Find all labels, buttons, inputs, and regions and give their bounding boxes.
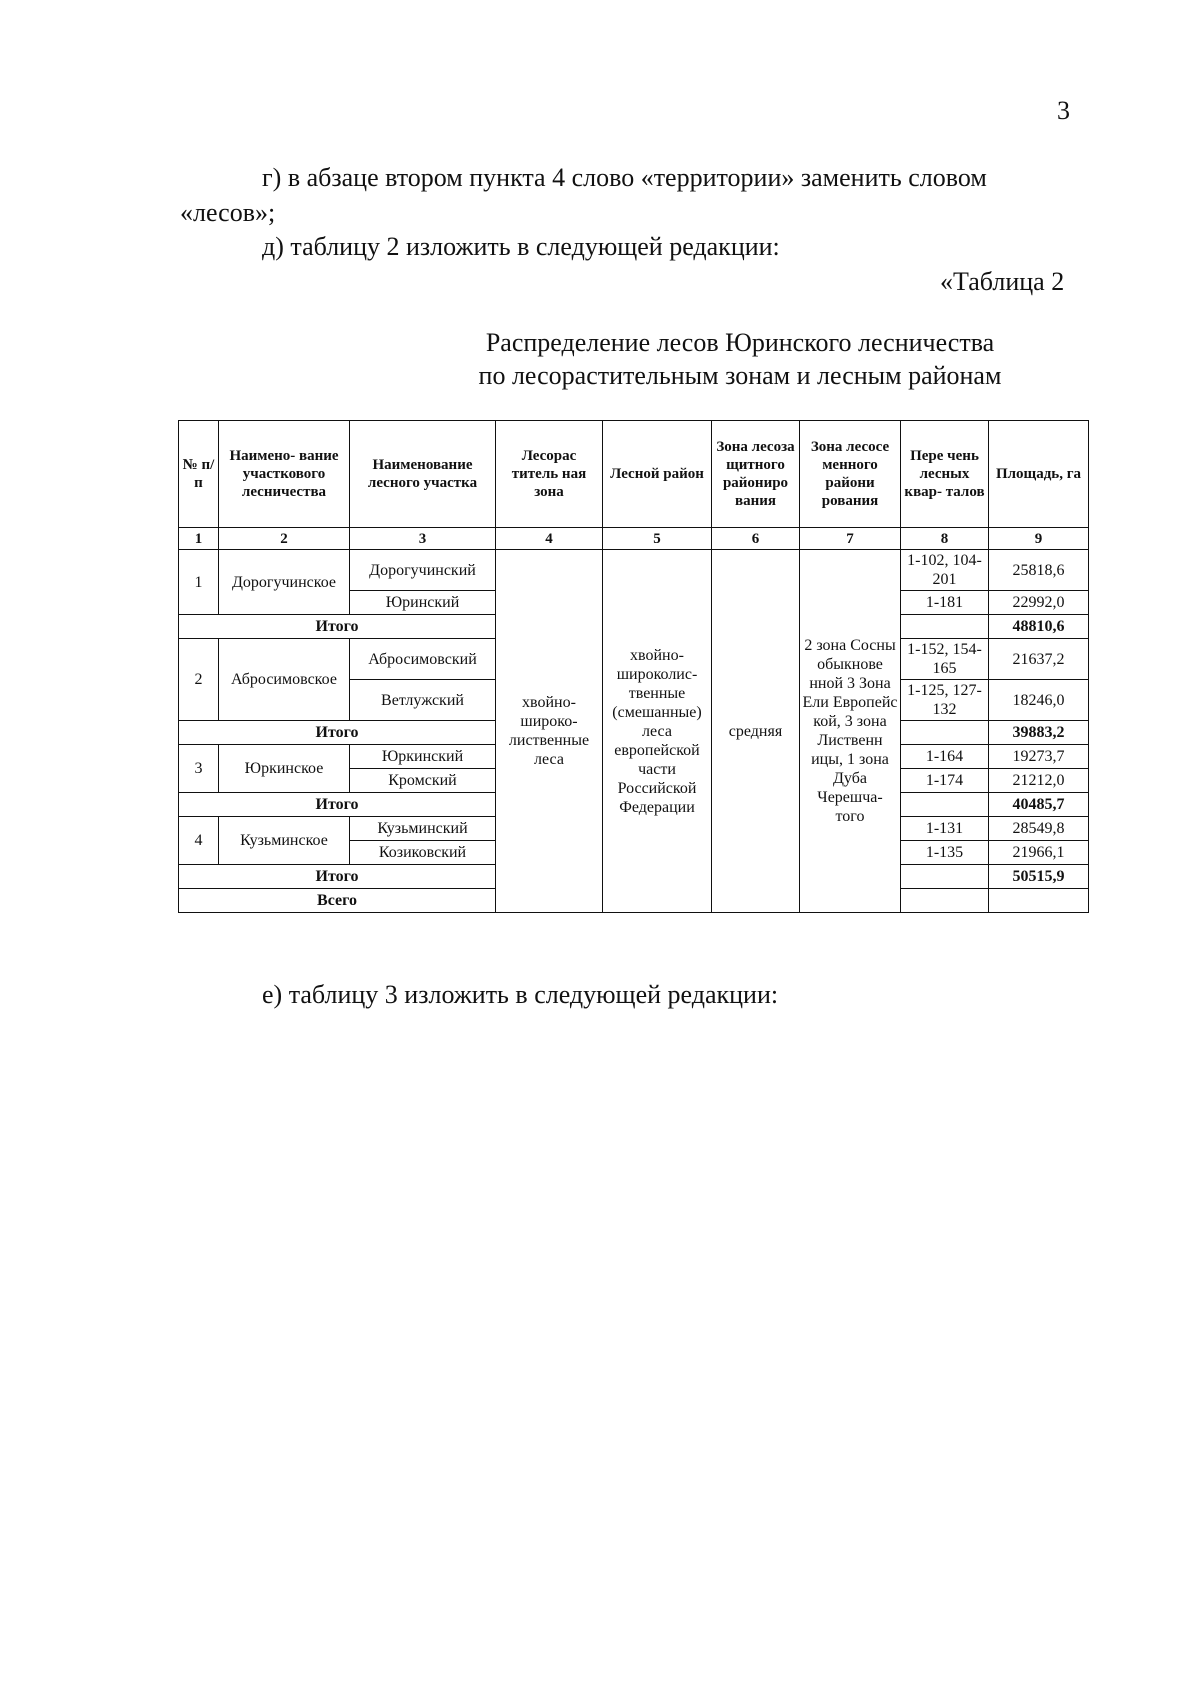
column-number: 4 [496,528,603,550]
forest-region-cell: хвойно- широколис- твенные (смешанные) леса европейской части Российской Федерации [603,550,712,913]
site-name: Кромский [350,769,496,793]
quarters-cell [901,865,989,889]
area-cell: 25818,6 [989,550,1089,591]
forest-distribution-table [178,420,1089,913]
table-title-line1: Распределение лесов Юринского лесничества [485,328,995,357]
quarters-cell: 1-125, 127-132 [901,680,989,721]
header-cell: Площадь, га [989,421,1089,528]
quarters-cell: 1-102, 104-201 [901,550,989,591]
header-cell: № п/ п [179,421,219,528]
quarters-cell [901,615,989,639]
column-number: 5 [603,528,712,550]
area-cell: 18246,0 [989,680,1089,721]
district-name: Дорогучинское [219,550,350,615]
site-name: Юринский [350,591,496,615]
district-name: Абросимовское [219,639,350,721]
site-name: Козиковский [350,841,496,865]
quarters-cell [901,793,989,817]
column-number: 3 [350,528,496,550]
area-cell: 21637,2 [989,639,1089,680]
column-number: 7 [800,528,901,550]
grand-total-label: Всего [179,889,496,913]
subtotal-area: 48810,6 [989,615,1089,639]
district-name: Юркинское [219,745,350,793]
column-number: 6 [712,528,800,550]
empty-cell [901,889,989,913]
site-name: Ветлужский [350,680,496,721]
group-number: 1 [179,550,219,615]
quarters-cell: 1-164 [901,745,989,769]
group-number: 3 [179,745,219,793]
subtotal-label: Итого [179,721,496,745]
area-cell: 21966,1 [989,841,1089,865]
area-cell: 28549,8 [989,817,1089,841]
subtotal-area: 40485,7 [989,793,1089,817]
header-cell: Зона лесосе менного райони рования [800,421,901,528]
subtotal-label: Итого [179,615,496,639]
column-number: 8 [901,528,989,550]
subtotal-area: 50515,9 [989,865,1089,889]
quarters-cell: 1-131 [901,817,989,841]
area-cell: 21212,0 [989,769,1089,793]
forest-zone-cell: хвойно- широко- лиственные леса [496,550,603,913]
page-number: 3 [1057,96,1070,125]
paragraph-g-line2: «лесов»; [180,198,276,227]
site-name: Кузьминский [350,817,496,841]
header-cell: Лесной район [603,421,712,528]
area-cell: 22992,0 [989,591,1089,615]
table-title-line2: по лесорастительным зонам и лесным районам [478,361,1002,390]
quarters-cell [901,721,989,745]
site-name: Дорогучинский [350,550,496,591]
seed-zone-cell: 2 зона Сосны обыкнове нной 3 Зона Ели Европейс кой, 3 зона Лиственн ицы, 1 зона Дуба Черешча- того [800,550,901,913]
header-cell: Наименование лесного участка [350,421,496,528]
empty-cell [989,889,1089,913]
paragraph-e: е) таблицу 3 изложить в следующей редакции: [262,980,779,1009]
table-label: «Таблица 2 [940,267,1065,296]
header-cell: Пере чень лесных квар- талов [901,421,989,528]
column-number: 9 [989,528,1089,550]
area-cell: 19273,7 [989,745,1089,769]
quarters-cell: 1-174 [901,769,989,793]
header-cell: Лесорас титель ная зона [496,421,603,528]
quarters-cell: 1-152, 154-165 [901,639,989,680]
table-row [179,550,1089,591]
column-number: 2 [219,528,350,550]
header-row [179,421,1089,528]
column-number: 1 [179,528,219,550]
protective-zone-cell: средняя [712,550,800,913]
quarters-cell: 1-135 [901,841,989,865]
site-name: Юркинский [350,745,496,769]
subtotal-area: 39883,2 [989,721,1089,745]
paragraph-g-line1: г) в абзаце втором пункта 4 слово «территории» заменить словом [262,163,987,192]
group-number: 2 [179,639,219,721]
subtotal-label: Итого [179,793,496,817]
district-name: Кузьминское [219,817,350,865]
paragraph-d: д) таблицу 2 изложить в следующей редакции: [262,232,780,261]
column-number-row [179,528,1089,550]
group-number: 4 [179,817,219,865]
site-name: Абросимовский [350,639,496,680]
header-cell: Наимено- вание участкового лесничества [219,421,350,528]
subtotal-label: Итого [179,865,496,889]
quarters-cell: 1-181 [901,591,989,615]
header-cell: Зона лесоза щитного райониро вания [712,421,800,528]
